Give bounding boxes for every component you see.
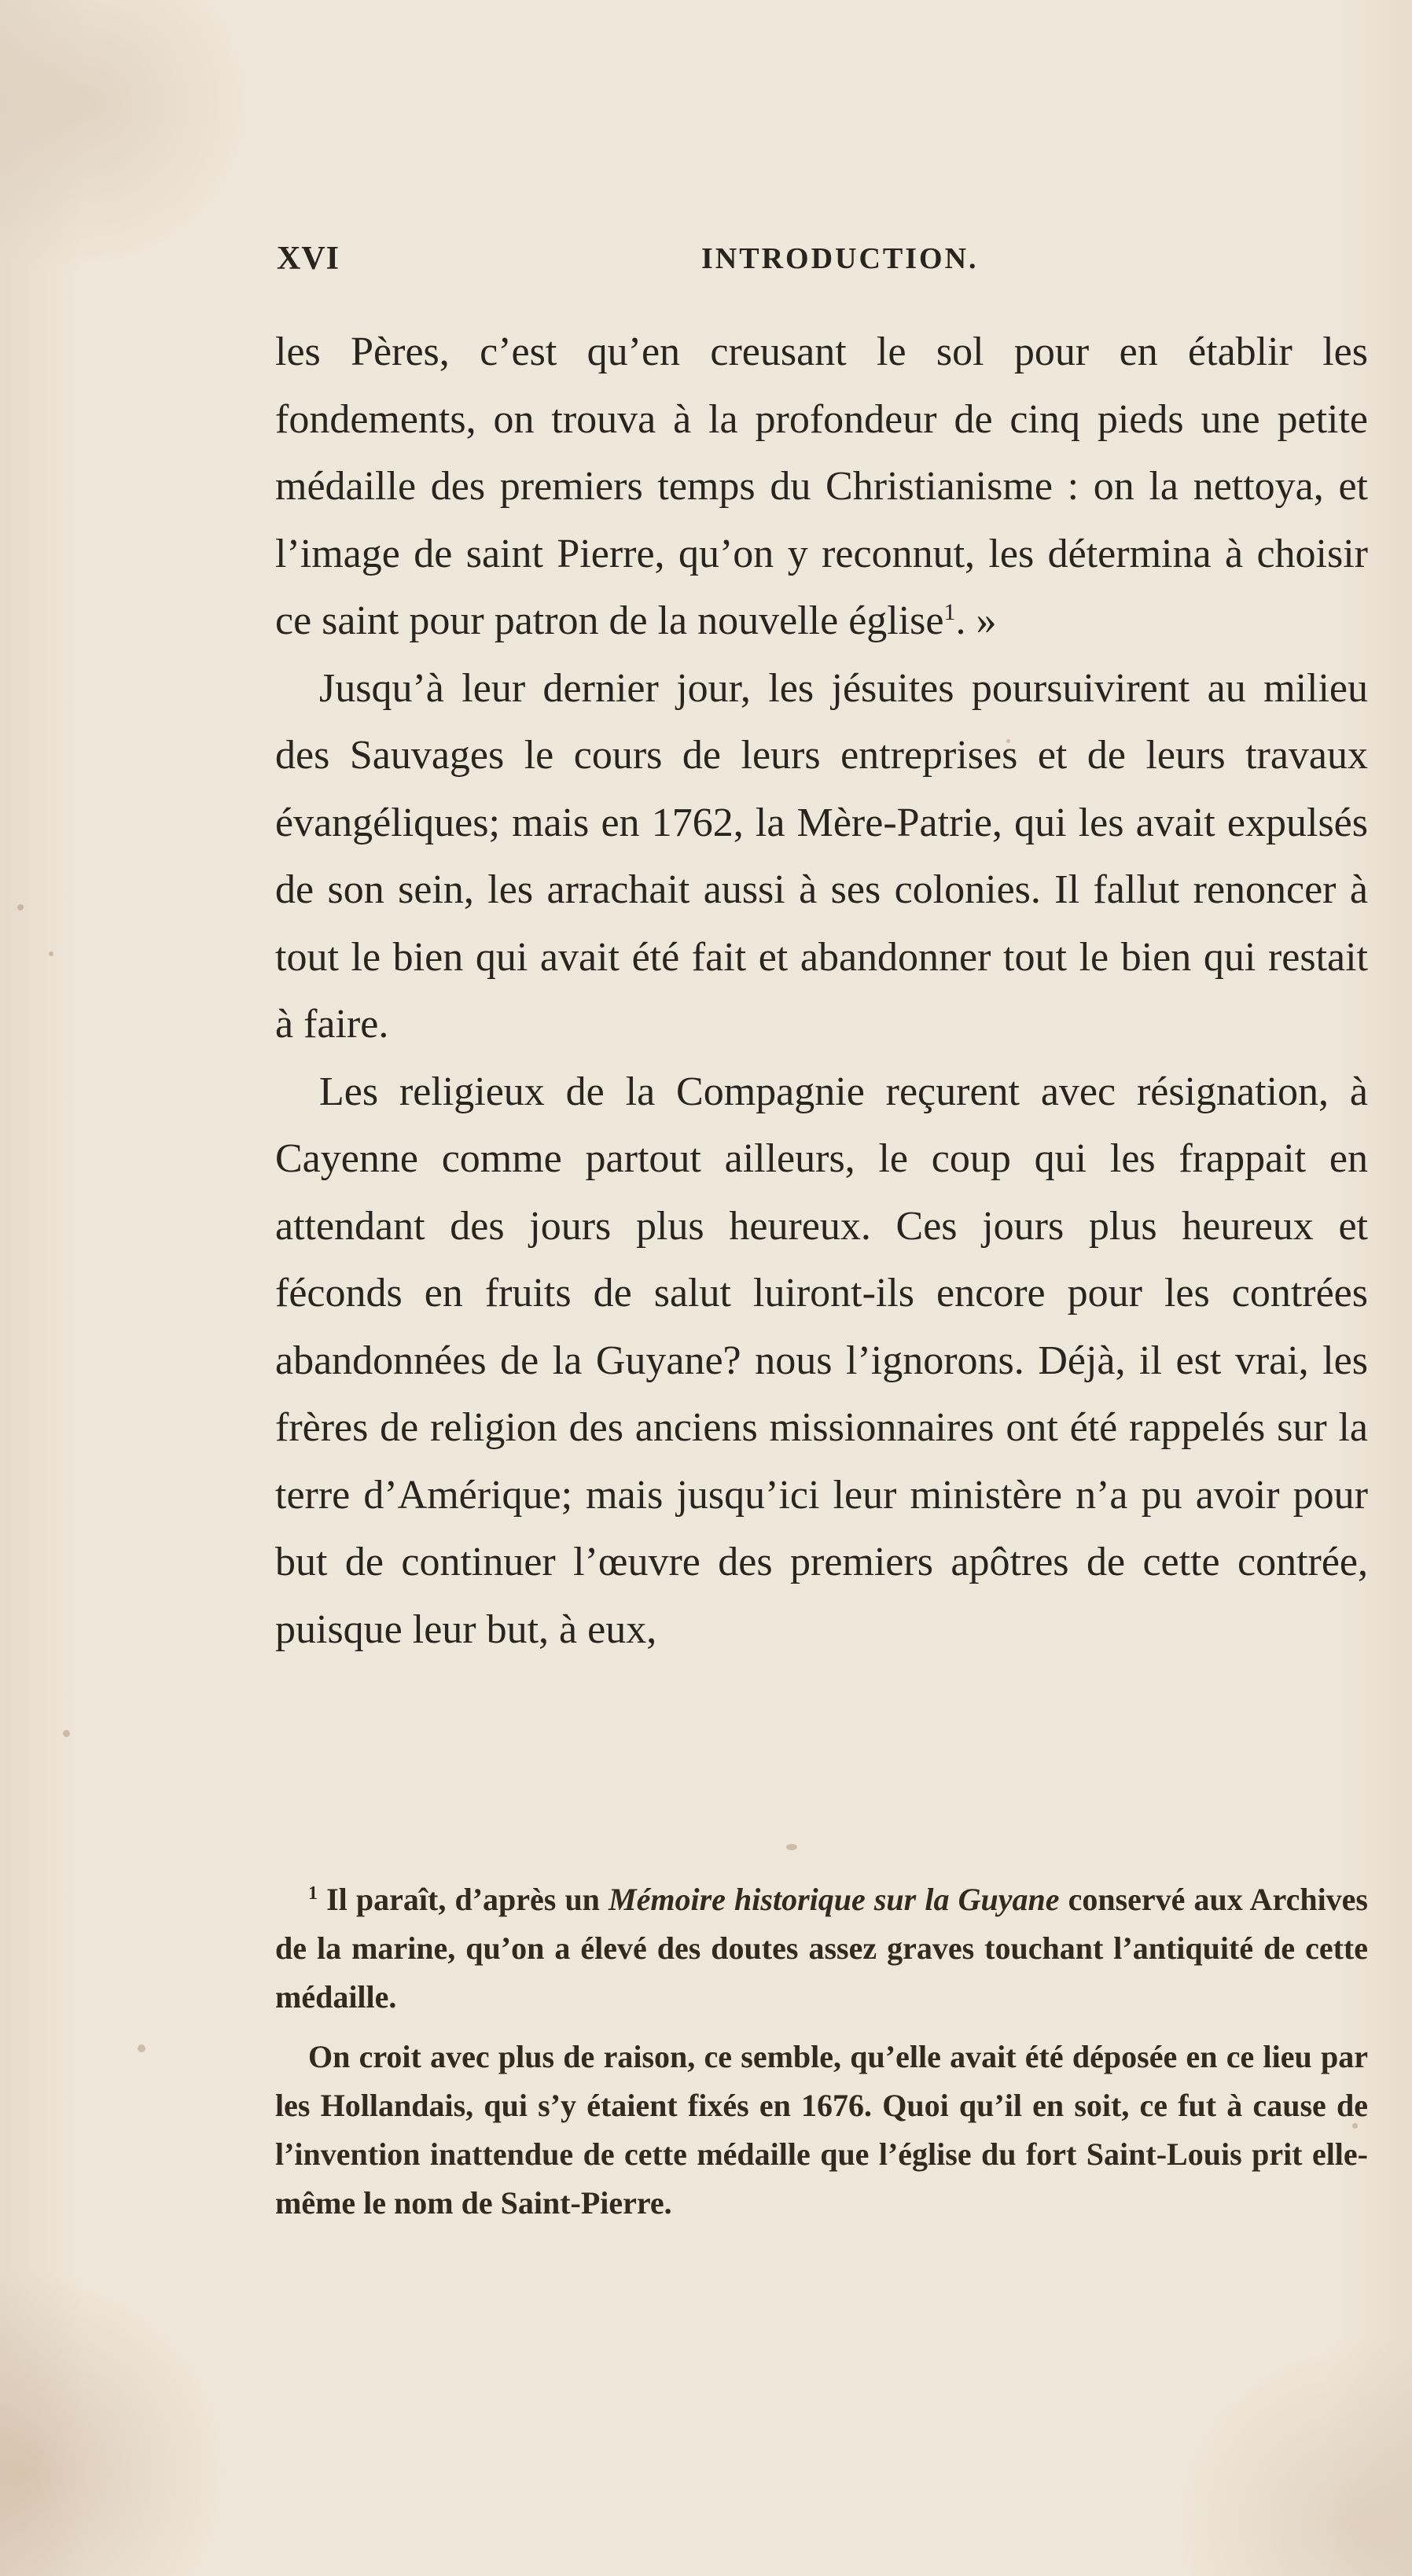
page-header bbox=[277, 240, 1368, 303]
paper-speck bbox=[63, 1730, 70, 1737]
paragraph: Les religieux de la Compagnie reçurent avec résignation, à Cayenne comme partout ailleurs, le coup qui les frappait en attendant des jours plus heureux. Ces jours plus heureux et féconds en fruits de salut luiront-ils encore pour les contrées abandonnées de la Guyane? nous l’ignorons. Déjà, il est vrai, les frères de religion des anciens missionnaires ont été rappelés sur la terre d’Amérique; mais jusqu’ici leur ministère n’a pu avoir pour but de continuer l’œuvre des premiers apôtres de cette contrée, puisque leur but, à eux, bbox=[275, 1069, 1368, 1652]
footnote-continuation: On croit avec plus de raison, ce semble, qu’elle avait été déposée en ce lieu par les Hollandais, qui s’y étaient fixés en 1676. Quoi qu’il en soit, ce fut à cause de l’invention inattendue de cette médaille que l’église du fort Saint-Louis prit elle-même le nom de Saint-Pierre. bbox=[275, 2039, 1368, 2221]
footnote-marker: 1 bbox=[308, 1883, 318, 1904]
footnote bbox=[275, 1875, 1368, 2022]
paragraph-text: les Pères, c’est qu’en creusant le sol pour en établir les fondements, on trouva à la profondeur de cinq pieds une petite médaille des premiers temps du Christianisme : on la nettoya, et l’image de saint Pierre, qu’on y reconnut, les détermina à choisir ce saint pour patron de la nouvelle église bbox=[275, 329, 1368, 643]
paper-speck bbox=[17, 904, 24, 911]
footnote-text: Il paraît, d’après un bbox=[326, 1882, 600, 1917]
main-text bbox=[275, 318, 1368, 1663]
footnote-text: conservé aux Archives de la marine, qu’on a élevé des doutes assez graves touchant l’antiquité de cette médaille. bbox=[275, 1882, 1368, 2015]
paper-speck bbox=[49, 951, 53, 956]
closing-quote: . » bbox=[955, 598, 997, 643]
paper-speck bbox=[138, 2044, 145, 2052]
footnotes bbox=[275, 1875, 1368, 2239]
paragraph: Jusqu’à leur dernier jour, les jésuites poursuivirent au milieu des Sauvages le cours de leurs entreprises et de leurs travaux évangéliques; mais en 1762, la Mère-Patrie, qui les avait expulsés de son sein, les arrachait aussi à ses colonies. Il fallut renoncer à tout le bien qui avait été fait et abandonner tout le bien qui restait à faire. bbox=[275, 665, 1368, 1047]
footnote-reference: 1 bbox=[943, 599, 956, 625]
paragraph-continuation bbox=[275, 318, 1368, 655]
running-title: INTRODUCTION. bbox=[701, 242, 979, 275]
paper-speck bbox=[786, 1844, 797, 1850]
cited-work-title: Mémoire historique sur la Guyane bbox=[609, 1882, 1060, 1917]
page-number: XVI bbox=[277, 241, 340, 277]
